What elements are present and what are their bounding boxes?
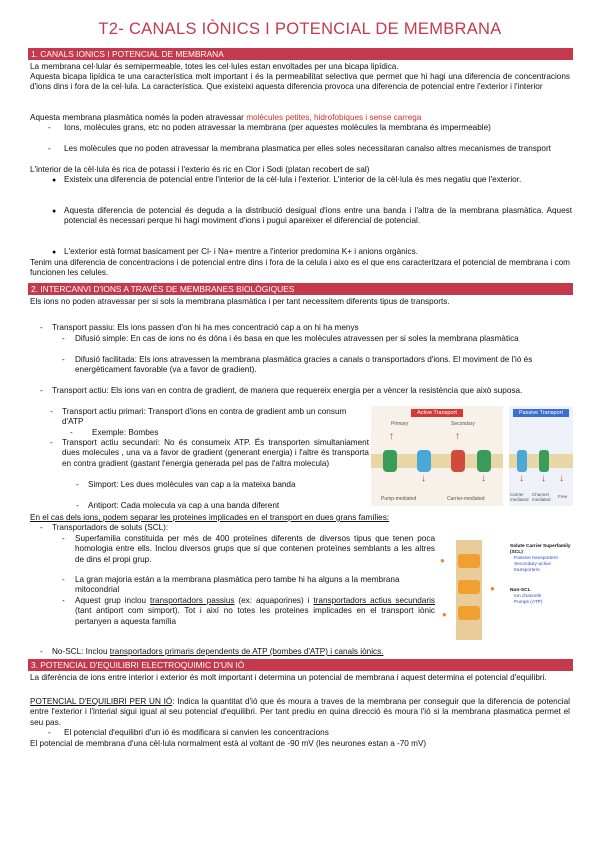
transporter-protein xyxy=(458,580,480,594)
s2-nscl-a: No-SCL: Inclou xyxy=(52,647,110,656)
s1-p4: L'interior de la cèl·lula és rica de potassi i l'exterio és ric en Clor i Sodi (platan recobert de sal) xyxy=(30,165,370,174)
s3-p3: El potencial de membrana d'una cèl·lula normalment està al voltant de -90 mV (les neurones estan a -70 mV) xyxy=(30,739,427,748)
s2-scl3-c: (tant antiport com simport). Tot i així no totes les proteines implicades en el transport iònic pertanyen a aquesta família xyxy=(75,606,435,626)
s1-p2: Aquesta bicapa lipídica te una característica molt important i és la permeabilitat selectiva que permet que hi hagi una diferencia de concentracions d'ions dins i fora de la cel·lula. La característica. Que existeixi aquesta diferencia provoca una diferencia de potencial entre l'exterior i l'interior xyxy=(30,72,570,92)
bullet-dot: ● xyxy=(52,177,57,184)
free-label: Free xyxy=(558,494,568,499)
s1-p5: Tenim una diferencia de concentracions i de potencial entre dins i fora de la celula i aixo es el que ens caracteritzara el potencial de membrana i com funcionen les celules. xyxy=(30,258,570,278)
non-scl-legend-item: Ion channels xyxy=(514,594,542,599)
s1-b1: Existeix una diferencia de potencial entre l'interior de la cèl·lula i l'exterior. L'interior de la cèl·lula és mes negatiu que l'exterior. xyxy=(64,175,522,184)
s2-l2b-simport: Simport: Les dues molècules van cap a la mateixa banda xyxy=(88,480,296,489)
s3-p1: La diferència de ions entre interior i exterior és molt important i determina un potencial de membrana i aquest determina el potencial d'equilibri. xyxy=(30,673,547,682)
carrier-protein xyxy=(477,450,491,472)
dash-bullet: - xyxy=(70,428,73,437)
s2-intro: En el cas dels ions, podem separar les proteines implicades en el transport en dues grans famílies: xyxy=(30,513,390,522)
carrier-mediated-label: Carrier mediated xyxy=(510,492,529,502)
non-scl-legend-title: Non-SCL xyxy=(510,588,531,593)
s1-p3-text: Aquesta membrana plasmàtica només la poden atravessar xyxy=(30,113,247,122)
s2-p1: Els ions no poden atravessar per si sols la membrana plasmàtica i per tant necessitem diferents tipus de transports. xyxy=(30,297,450,306)
s2-l2a-example: Exemple: Bombes xyxy=(92,428,159,437)
pump-protein xyxy=(417,450,431,472)
page-title: T2- CANALS IÒNICS I POTENCIAL DE MEMBRANA xyxy=(98,20,502,38)
passive-transport-title: Passive Transport xyxy=(513,409,569,417)
s2-l2a: Transport actiu primari: Transport d'ions en contra de gradient amb un consum d'ATP xyxy=(62,407,347,427)
scl-legend xyxy=(510,544,576,624)
channel-protein xyxy=(517,450,527,472)
scl-legend-title: Solute Carrier Superfamily (SCL) xyxy=(510,544,571,555)
dash-bullet: - xyxy=(62,355,65,364)
scl-legend-item: Secondary-active transporters xyxy=(514,562,552,573)
active-transport-title: Active Transport xyxy=(411,409,463,417)
active-transport-figure xyxy=(371,406,503,506)
s2-scl3 xyxy=(75,596,435,627)
dash-bullet: - xyxy=(40,386,43,395)
s2-scl3-passive: transportadors passius xyxy=(150,596,235,605)
carrier-protein xyxy=(451,450,465,472)
s1-p1: La membrana cel·lular és semipermeable, totes les cel·lules estan envoltades per una bicapa lipídica. xyxy=(30,62,399,71)
s2-scl: Transportadors de soluts (SCL): xyxy=(52,523,169,532)
dash-bullet: - xyxy=(62,534,65,543)
carrier-mediated-label: Carrier-mediated xyxy=(447,496,485,502)
channel-mediated-label: Channel mediated xyxy=(532,492,551,502)
dash-bullet: - xyxy=(40,647,43,656)
arrow-up-icon: ↑ xyxy=(455,431,460,442)
arrow-down-icon: ↓ xyxy=(519,473,524,484)
s3-p2-term: POTENCIAL D'EQUILIBRI PER UN IÓ xyxy=(30,697,173,706)
s1-b2: Aquesta diferencia de potencial és deguda a la distribució desigual d'ions entre una banda i l'altra de la membrana plasmàtica. Aquest potencial és necessari perque hi hagi moviment d'ions i pugui apareixer el diferencial de potencial. xyxy=(64,206,572,226)
solute-dot-icon: ● xyxy=(442,610,447,619)
dash-bullet: - xyxy=(48,728,51,737)
s1-p3-highlight: molècules petites, hidrofobiques i sense carrega xyxy=(246,113,422,122)
s2-nscl-u: transportadors primaris dependents de ATP (bombes d'ATP) i canals iònics. xyxy=(109,647,384,656)
dash-bullet: - xyxy=(62,334,65,343)
solute-dot-icon: ● xyxy=(490,584,495,593)
bullet-dot: ● xyxy=(52,249,57,256)
pump-mediated-label: Pump-mediated xyxy=(381,496,417,502)
s3-d1: El potencial d'equilibri d'un ió és modificara si canvien les concentracions xyxy=(64,728,329,737)
primary-label: Primary xyxy=(391,421,409,427)
s2-l1: Transport passiu: Els ions passen d'on hi ha mes concentració cap a on hi ha menys xyxy=(52,323,359,332)
passive-transport-figure xyxy=(509,406,573,506)
s3-p2-text: : Indica la quantitat d'ió que és moura a traves de la membrana per conseguir que la diferencia de potencial entre l'exterior i l'interial sigui igual al seu potencial d'equilibri. Per tant prediu en quina direcció és moura l'ió si la membrana plasmatica permet el seu pas. xyxy=(30,697,570,727)
transporter-protein xyxy=(458,606,480,620)
dash-bullet: - xyxy=(76,480,79,489)
s2-scl1: Superfamilia constituida per més de 400 proteïnes diferents de diversos tipus que tenen poca homologia entre ells. Inclou diversos grups que sí que contenen proteïnes semblants a les altres de dins el propi grup. xyxy=(75,534,435,564)
dash-bullet: - xyxy=(50,438,53,447)
dash-bullet: - xyxy=(62,596,65,605)
s2-scl2: La gran majoria están a la membrana plasmàtica pero tambe hi ha alguns a la membrana mitocondrial xyxy=(75,575,400,595)
s2-l1b: Difusió facilitada: Els ions atravessen la membrana plasmàtica gracies a canals o transportadors d'ions. El moviment de l'ió és energèticament favorable (va a favor de gradient). xyxy=(75,355,533,375)
s1-b3: L'exterior està format basicament per Cl- i Na+ mentre a l'interior predomina K+ i anions orgànics. xyxy=(64,247,418,256)
arrow-down-icon: ↓ xyxy=(559,473,564,484)
dash-bullet: - xyxy=(76,501,79,510)
non-scl-legend-item: Pumps (ATP) xyxy=(514,600,543,605)
s2-l1a: Difusió simple: En cas de ions no és dóna i és basa en que les molècules atravessen per si soles la membrana plasmàtica xyxy=(75,334,519,343)
channel-protein xyxy=(539,450,549,472)
s2-scl3-b: (ex: aquaporines) i xyxy=(234,596,314,605)
transporter-protein xyxy=(458,554,480,568)
s2-l2: Transport actiu: Els ions van en contra de gradient, de manera que requereix energia per a vèncer la resistència que això suposa. xyxy=(52,386,523,395)
bullet-dot: ● xyxy=(52,208,57,215)
dash-bullet: - xyxy=(48,144,51,153)
scl-membrane-figure xyxy=(436,540,504,640)
section-3-heading: 3. POTENCIAL D'EQUILIBRI ELECTROQUIMIC D'UN IÓ xyxy=(28,659,573,671)
dash-bullet: - xyxy=(62,575,65,584)
solute-dot-icon: ● xyxy=(440,556,445,565)
section-1-heading: 1. CANALS IONICS I POTENCIAL DE MEMBRANA xyxy=(28,48,573,60)
s2-scl3-a: Aquest grup inclou xyxy=(75,596,151,605)
arrow-down-icon: ↓ xyxy=(421,473,426,484)
arrow-up-icon: ↑ xyxy=(389,431,394,442)
arrow-down-icon: ↓ xyxy=(481,473,486,484)
s3-p2 xyxy=(30,697,570,728)
pump-protein xyxy=(383,450,397,472)
s2-scl3-active: transportadors actius secundaris xyxy=(313,596,436,605)
arrow-down-icon: ↓ xyxy=(541,473,546,484)
s1-d2: Les molècules que no poden atravessar la membrana plasmatica per elles soles necessitaran canalso altres mecanismes de transport xyxy=(64,144,551,153)
s2-l2b-antiport: Antiport: Cada molecula va cap a una banda diferent xyxy=(88,501,280,510)
dash-bullet: - xyxy=(40,523,43,532)
secondary-label: Secondary xyxy=(451,421,475,427)
s2-l2b: Transport actiu secundari: No és consumeix ATP. És transporten simultaniament dues molecules , una va a favor de gradient (generant energia) i l'altre és transporta en contra gradient (gastant l'energia generada pel pas de l'altra molecula) xyxy=(62,438,369,468)
s2-nscl xyxy=(52,647,572,657)
dash-bullet: - xyxy=(50,407,53,416)
dash-bullet: - xyxy=(40,323,43,332)
scl-legend-item: Passive transporters xyxy=(514,556,558,561)
s1-p3 xyxy=(30,113,570,123)
section-2-heading: 2. INTERCANVI D'IONS A TRAVÉS DE MEMBRANES BIOLÒGIQUES xyxy=(28,283,573,295)
dash-bullet: - xyxy=(48,123,51,132)
s1-d1: Ions, molècules grans, etc no poden atravessar la membrana (per aquestes molècules la membrana és impermeable) xyxy=(64,123,491,132)
